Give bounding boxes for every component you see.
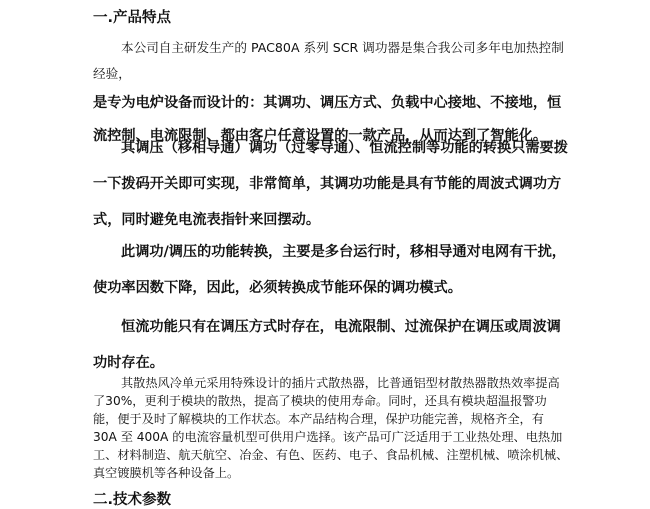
intro-lead-text: 本公司自主研发生产的 PAC80A 系列 SCR 调功器是集合我公司多年电加热控制经验， [93,40,564,81]
intro-bold-text: 是专为电炉设备而设计的：其调功、调压方式、负载中心接地、不接地，恒流控制、电流限制、都由客户任意设置的一款产品，从而达到了智能化。 [93,95,562,144]
constant-current-paragraph: 恒流功能只有在调压方式时存在，电流限制、过流保护在调压或周波调功时存在。 [93,319,561,371]
next-section-heading: 二.技术参数 [93,492,172,508]
heatsink-paragraph: 其散热风冷单元采用特殊设计的插片式散热器，比普通铝型材散热器散热效率提高了30%，更利于模块的散热，提高了模块的使用寿命。同时，还具有模块超温报警功能，便于及时了解模块的工作状态。本产品结构合理，保护功能完善，规格齐全，有 30A 至 400A 的电流容量机型可供用户选择。该产品可广泛适用于工业热处理、电热加工、材料制造、航天航空、冶金、有色、医药、电子、食品机械、注塑机械、喷涂机械、真空镀膜机等各种设备上。 [93,376,569,480]
section-heading: 一.产品特点 [93,10,172,26]
switching-paragraph: 其调压（移相导通）调功（过零导通）、恒流控制等功能的转换只需要拨一下拨码开关即可实现，非常简单，其调功功能是具有节能的周波式调功方式，同时避免电流表指针来回摆动。 [93,140,568,228]
mode-conversion-paragraph: 此调功/调压的功能转换，主要是多台运行时，移相导通对电网有干扰，使功率因数下降，因此，必须转换成节能环保的调功模式。 [93,244,566,296]
